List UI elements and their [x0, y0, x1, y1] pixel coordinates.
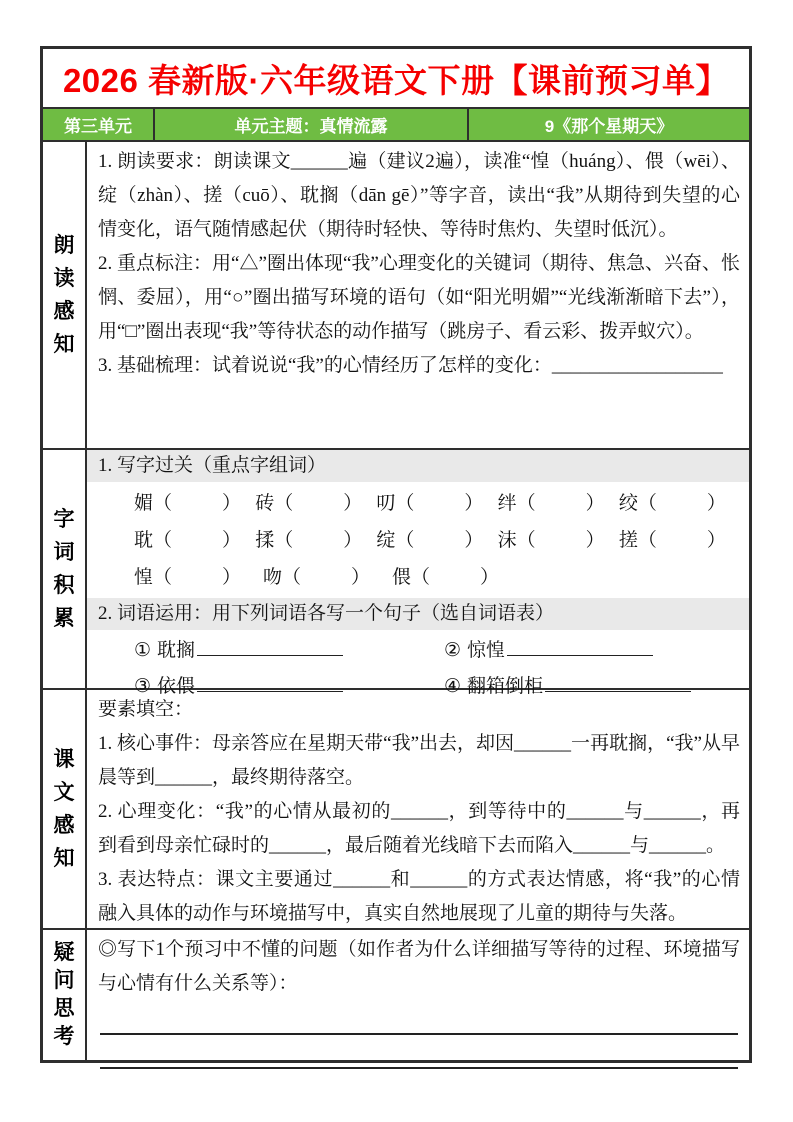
section-label-char: 词 [53, 540, 75, 564]
section-label-char: 累 [53, 606, 75, 630]
character-row [134, 522, 740, 559]
comprehension-intro: 要素填空： [98, 699, 194, 720]
word-sentence-item: ③ 依偎 [134, 669, 444, 705]
comprehension-item-3: 3. 表达特点：课文主要通过______和______的方式表达情感，将“我”的心情融入具体的动作与环境描写中，真实自然地展现了儿童的期待与失落。 [98, 869, 740, 924]
section-label-char: 感 [53, 299, 75, 323]
section-label-char: 感 [53, 813, 75, 837]
page-title: 2026 春新版·六年级语文下册【课前预习单】 [62, 61, 730, 99]
reading-item-3: 3. 基础梳理：试着说说“我”的心情经历了怎样的变化：__________________ [98, 355, 723, 376]
worksheet-table [40, 46, 752, 1063]
section-label-reading [43, 142, 87, 448]
section-label-char: 问 [53, 969, 75, 992]
word-sentence-item: ① 耽搁 [134, 633, 444, 669]
unit-header-bar [43, 107, 749, 140]
words-task1-title: 1. 写字过关（重点字组词） [87, 450, 749, 482]
question-prompt: ◎写下1个预习中不懂的问题（如作者为什么详细描写等待的过程、环境描写与心情有什么关系等）： [98, 939, 740, 994]
section-reading-content [87, 142, 749, 448]
section-label-comprehension [43, 690, 87, 928]
section-label-char: 思 [53, 997, 75, 1020]
section-label-char: 知 [53, 846, 75, 870]
character-cell: 搓（ ） [618, 530, 726, 551]
answer-line [100, 1035, 738, 1069]
character-cell: 吻（ ） [263, 567, 371, 588]
character-cell: 叨（ ） [376, 493, 484, 514]
unit-number: 第三单元 [43, 109, 155, 140]
character-row [134, 559, 740, 596]
section-reading [43, 140, 749, 448]
section-label-words [43, 450, 87, 688]
section-label-char: 考 [53, 1025, 75, 1048]
word-sentence-item: ④ 翻箱倒柜 [444, 669, 740, 705]
comprehension-item-1: 1. 核心事件：母亲答应在星期天带“我”出去，却因______一再耽搁，“我”从早晨等到______，最终期待落空。 [98, 733, 740, 788]
character-cell: 绊（ ） [497, 493, 605, 514]
answer-line [100, 1001, 738, 1035]
reading-item-2: 2. 重点标注：用“△”圈出体现“我”心理变化的关键词（期待、焦急、兴奋、怅惘、委屈），用“○”圈出描写环境的语句（如“阳光明媚”“光线渐渐暗下去”），用“□”圈出表现“我”等待状态的动作描写（跳房子、看云彩、拨弄蚁穴）。 [98, 253, 740, 342]
section-words-content [87, 450, 749, 697]
lesson-title: 9《那个星期天》 [544, 117, 674, 136]
section-comprehension-content [87, 690, 749, 928]
character-cell: 沫（ ） [497, 530, 605, 551]
character-cell: 绽（ ） [376, 530, 484, 551]
character-cell: 偎（ ） [392, 567, 500, 588]
section-label-char: 朗 [53, 233, 75, 257]
sentence-blank [197, 639, 343, 656]
section-questions [43, 928, 749, 1060]
section-label-char: 读 [53, 266, 75, 290]
section-label-questions [43, 930, 87, 1060]
section-label-char: 字 [53, 507, 75, 531]
character-row [134, 485, 740, 522]
section-label-char: 知 [53, 332, 75, 356]
character-cell: 绞（ ） [618, 493, 726, 514]
character-cell: 揉（ ） [255, 530, 363, 551]
unit-theme: 单元主题：真情流露 [155, 109, 469, 140]
character-cell: 砖（ ） [255, 493, 363, 514]
section-questions-content [87, 930, 749, 1060]
sentence-blank [507, 639, 653, 656]
character-cell: 耽（ ） [134, 530, 242, 551]
section-label-char: 积 [53, 573, 75, 597]
section-label-char: 文 [53, 780, 75, 804]
section-label-char: 疑 [53, 941, 75, 964]
section-comprehension [43, 688, 749, 928]
comprehension-item-2: 2. 心理变化：“我”的心情从最初的______，到等待中的______与______，再到看到母亲忙碌时的______，最后随着光线暗下去而陷入______与______。 [98, 801, 740, 856]
character-cell: 媚（ ） [134, 493, 242, 514]
section-label-char: 课 [53, 747, 75, 771]
section-words [43, 448, 749, 697]
character-cell: 惶（ ） [134, 567, 242, 588]
character-practice-grid [87, 482, 749, 598]
words-task2-title: 2. 词语运用：用下列词语各写一个句子（选自词语表） [87, 598, 749, 630]
word-sentence-item: ② 惊惶 [444, 633, 740, 669]
reading-item-1: 1. 朗读要求：朗读课文______遍（建议2遍），读准“惶（huáng）、偎（wēi）、绽（zhàn）、搓（cuō）、耽搁（dān gē）”等字音，读出“我”从期待到失望的心情变化，语气随情感起伏（期待时轻快、等待时焦灼、失望时低沉）。 [98, 151, 740, 240]
